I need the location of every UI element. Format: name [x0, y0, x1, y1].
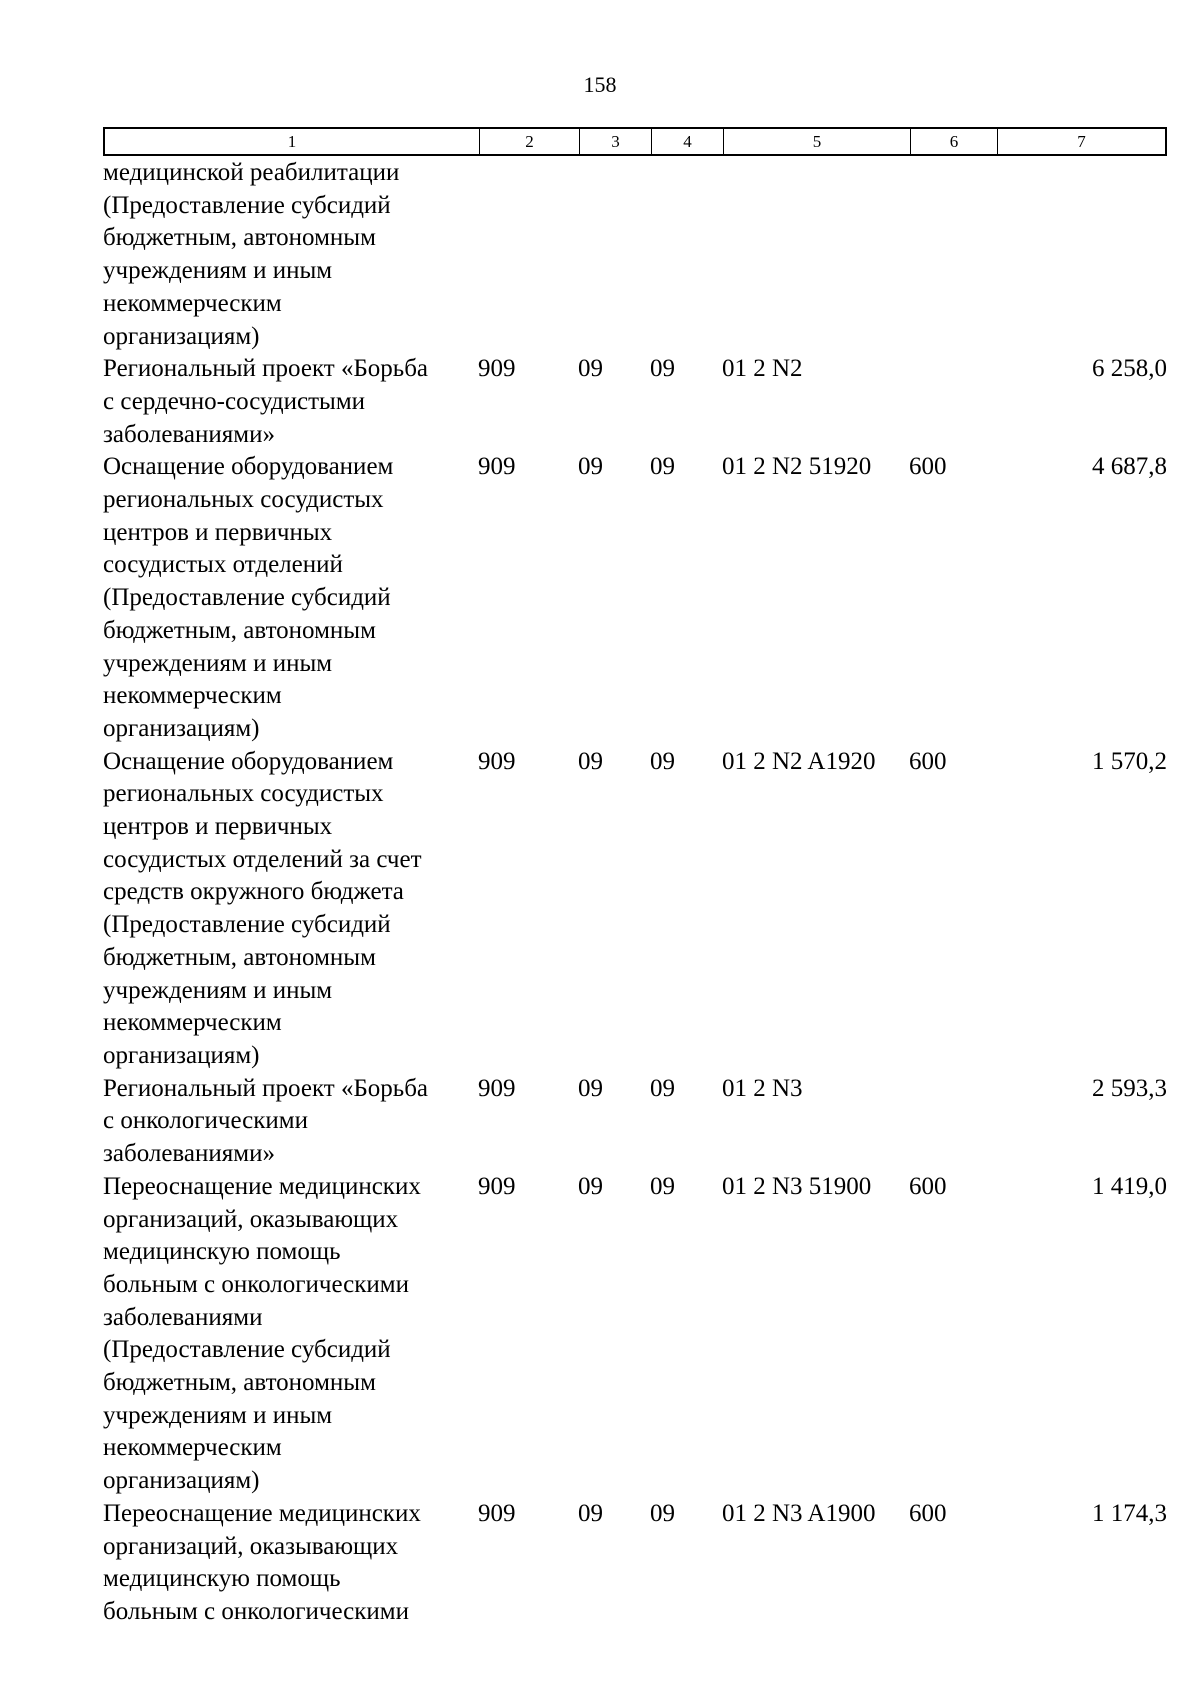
- description-line: больным с онкологическими: [103, 1270, 410, 1298]
- table-row: [103, 1073, 1167, 1171]
- description-line: (Предоставление субсидий: [103, 191, 391, 219]
- description-line: медицинской реабилитации: [103, 159, 400, 186]
- description-line: больным с онкологическими: [103, 1597, 410, 1625]
- row-description: [103, 1073, 478, 1171]
- description-line: центров и первичных: [103, 813, 333, 841]
- description-line: организациям): [103, 1467, 260, 1495]
- row-code-ministry: 909: [478, 453, 516, 481]
- description-line: учреждениям и иным: [103, 976, 333, 1004]
- description-line: сосудистых отделений за счет: [103, 845, 422, 873]
- description-line: бюджетным, автономным: [103, 616, 376, 644]
- table-row: [103, 1498, 1167, 1629]
- description-line: (Предоставление субсидий: [103, 584, 391, 612]
- row-code-expense-type: 600: [909, 747, 947, 775]
- header-col-6: 6: [911, 129, 998, 154]
- description-line: Переоснащение медицинских: [103, 1172, 421, 1200]
- description-line: организациям): [103, 1041, 260, 1069]
- description-line: некоммерческим: [103, 1434, 282, 1462]
- description-line: некоммерческим: [103, 682, 282, 710]
- row-code-ministry: 909: [478, 747, 516, 775]
- description-line: Оснащение оборудованием: [103, 453, 394, 481]
- row-code-ministry: [478, 157, 578, 353]
- row-code-expense-type: 600: [909, 1499, 947, 1527]
- table-row: [103, 157, 1167, 353]
- description-line: организациям): [103, 714, 260, 742]
- row-code-section: [578, 157, 650, 353]
- description-line: организаций, оказывающих: [103, 1205, 399, 1233]
- row-amount: 4 687,8: [1092, 453, 1167, 481]
- description-line: с сердечно-сосудистыми: [103, 387, 366, 415]
- row-code-target: 01 2 N3 51900: [722, 1172, 872, 1200]
- description-line: с онкологическими: [103, 1107, 308, 1135]
- header-col-7: 7: [1077, 132, 1086, 151]
- row-code-subsection: 09: [650, 747, 675, 775]
- row-code-target: 01 2 N3 A1900: [722, 1499, 876, 1527]
- row-description: [103, 451, 478, 745]
- row-code-ministry: 909: [478, 1172, 516, 1200]
- header-col-4: 4: [652, 129, 724, 154]
- description-line: центров и первичных: [103, 518, 333, 546]
- row-amount: 1 570,2: [1092, 747, 1167, 775]
- row-amount: 1 174,3: [1092, 1499, 1167, 1527]
- table-row: [103, 353, 1167, 451]
- description-line: медицинскую помощь: [103, 1565, 341, 1593]
- table-body: [103, 157, 1167, 1629]
- header-col-1: 1: [105, 129, 480, 154]
- description-line: учреждениям и иным: [103, 1401, 333, 1429]
- row-code-section: 09: [578, 747, 603, 775]
- header-col-2: 2: [480, 129, 580, 154]
- header-col-5: 5: [724, 129, 911, 154]
- description-line: Оснащение оборудованием: [103, 747, 394, 775]
- row-code-section: 09: [578, 1074, 603, 1102]
- table-row: [103, 746, 1167, 1073]
- description-line: (Предоставление субсидий: [103, 1336, 391, 1364]
- row-code-section: 09: [578, 453, 603, 481]
- description-line: заболеваниями»: [103, 420, 275, 448]
- header-col-3: 3: [580, 129, 652, 154]
- row-code-subsection: 09: [650, 453, 675, 481]
- row-code-expense-type: [909, 1073, 996, 1171]
- description-line: учреждениям и иным: [103, 649, 333, 677]
- description-line: бюджетным, автономным: [103, 943, 376, 971]
- page-number: 158: [583, 72, 617, 97]
- description-line: заболеваниями»: [103, 1140, 275, 1168]
- description-line: организациям): [103, 322, 260, 350]
- row-amount: 1 419,0: [1092, 1172, 1167, 1200]
- row-code-subsection: [650, 157, 722, 353]
- row-code-expense-type: [909, 157, 996, 353]
- row-code-expense-type: [909, 353, 996, 451]
- description-line: организаций, оказывающих: [103, 1532, 399, 1560]
- description-line: учреждениям и иным: [103, 257, 333, 285]
- table-row: [103, 451, 1167, 745]
- description-line: Переоснащение медицинских: [103, 1499, 421, 1527]
- table-header: [103, 127, 1167, 156]
- description-line: бюджетным, автономным: [103, 224, 376, 252]
- row-amount: 2 593,3: [1092, 1074, 1167, 1102]
- row-code-subsection: 09: [650, 1172, 675, 1200]
- description-line: региональных сосудистых: [103, 780, 384, 808]
- row-code-subsection: 09: [650, 355, 675, 383]
- row-code-target: 01 2 N2 51920: [722, 453, 872, 481]
- row-description: [103, 157, 478, 353]
- description-line: заболеваниями: [103, 1303, 263, 1331]
- description-line: средств окружного бюджета: [103, 878, 404, 906]
- row-description: [103, 1498, 478, 1629]
- row-code-expense-type: 600: [909, 1172, 947, 1200]
- description-line: региональных сосудистых: [103, 486, 384, 514]
- row-code-target: [722, 157, 909, 353]
- row-amount: 6 258,0: [1092, 355, 1167, 383]
- row-description: [103, 1171, 478, 1498]
- description-line: некоммерческим: [103, 1009, 282, 1037]
- row-code-target: 01 2 N2: [722, 355, 803, 383]
- row-code-target: 01 2 N2 A1920: [722, 747, 876, 775]
- row-amount: [996, 157, 1167, 353]
- row-code-ministry: 909: [478, 355, 516, 383]
- row-code-target: 01 2 N3: [722, 1074, 803, 1102]
- row-code-ministry: 909: [478, 1499, 516, 1527]
- row-code-section: 09: [578, 1172, 603, 1200]
- row-description: [103, 353, 478, 451]
- description-line: Региональный проект «Борьба: [103, 1074, 429, 1102]
- row-code-subsection: 09: [650, 1499, 675, 1527]
- row-code-section: 09: [578, 355, 603, 383]
- description-line: сосудистых отделений: [103, 551, 343, 579]
- row-code-expense-type: 600: [909, 453, 947, 481]
- row-code-subsection: 09: [650, 1074, 675, 1102]
- row-code-section: 09: [578, 1499, 603, 1527]
- table-row: [103, 1171, 1167, 1498]
- description-line: бюджетным, автономным: [103, 1369, 376, 1397]
- row-description: [103, 746, 478, 1073]
- description-line: Региональный проект «Борьба: [103, 355, 429, 383]
- description-line: некоммерческим: [103, 289, 282, 317]
- description-line: медицинскую помощь: [103, 1238, 341, 1266]
- description-line: (Предоставление субсидий: [103, 911, 391, 939]
- row-code-ministry: 909: [478, 1074, 516, 1102]
